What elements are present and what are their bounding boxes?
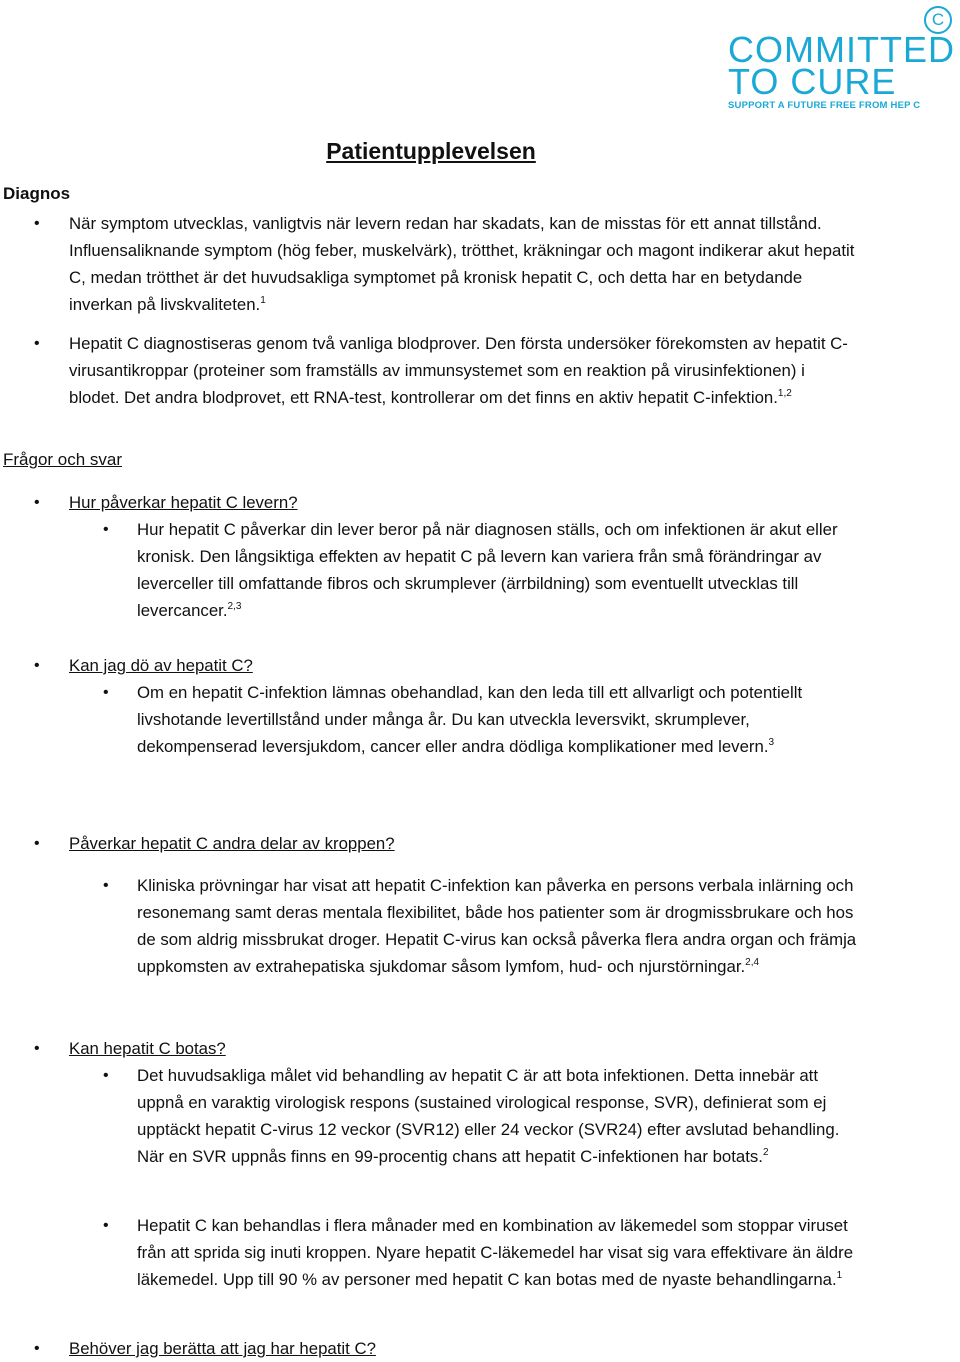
- faq-question-body: Påverkar hepatit C andra delar av kroppen?: [69, 834, 395, 853]
- faq-question-cure: Kan hepatit C botas?: [69, 1039, 226, 1058]
- reference-superscript: 1: [260, 295, 266, 306]
- reference-superscript: 1: [836, 1270, 843, 1281]
- faq-question-tell: Behöver jag berätta att jag har hepatit C?: [69, 1339, 376, 1358]
- logo-line-2: TO CURE: [728, 61, 897, 102]
- bullet-icon: •: [103, 877, 109, 894]
- bullet-icon: •: [34, 335, 40, 352]
- bullet-icon: •: [34, 835, 40, 852]
- committed-to-cure-logo: [724, 4, 956, 111]
- reference-superscript: 2,4: [745, 957, 760, 968]
- logo-line-1: COMMITTED: [728, 29, 955, 70]
- diagnos-paragraph-symptoms: När symptom utvecklas, vanligtvis när levern redan har skadats, kan de misstas för ett annat tillstånd. Influensaliknande symptom (hög feber, muskelvärk), trötthet, kräkningar och magont indikerar akut hepatit C, medan trötthet är det huvudsakliga symptomet på kronisk hepatit C, och detta har en betydande inverkan på livskvaliteten.$^1$: [69, 214, 855, 314]
- faq-answer-cure-treatment: Hepatit C kan behandlas i flera månader med en kombination av läkemedel som stoppar viruset från att sprida sig inuti kroppen. Nyare hepatit C-läkemedel har visat sig vara effektivare än äldre läkemedel. Upp till 90 % av personer med hepatit C kan botas med de nyaste behandlingarna.$^1$: [137, 1216, 854, 1289]
- bullet-icon: •: [103, 1217, 109, 1234]
- faq-answer-cure-goal: Det huvudsakliga målet vid behandling av hepatit C är att bota infektionen. Detta innebär att uppnå en varaktig virologisk respons (sustained virological response, SVR), definierat som ej upptäckt hepatit C-virus 12 veckor (SVR12) eller 24 veckor (SVR24) efter avslutad behandling. När en SVR uppnås finns en 99-procentig chans att hepatit C-infektionen har botats.$^2$: [137, 1066, 840, 1166]
- faq-answer-body: Kliniska prövningar har visat att hepatit C-infektion kan påverka en persons verbala inlärning och resonemang samt deras mentala flexibilitet, både hos patienter som är drogmissbrukare och hos de som aldrig missbrukat droger. Hepatit C-virus kan också påverka flera andra organ och främja uppkomsten av extrahepatiska sjukdomar såsom lymfom, hud- och njurstörningar.$^{2,4}$: [137, 876, 857, 976]
- faq-question-die: Kan jag dö av hepatit C?: [69, 656, 253, 675]
- bullet-icon: •: [34, 494, 40, 511]
- page-title: Patientupplevelsen: [326, 138, 536, 164]
- reference-superscript: 2,3: [227, 601, 242, 612]
- bullet-icon: •: [34, 1340, 40, 1357]
- bullet-icon: •: [34, 1040, 40, 1057]
- logo-tagline: SUPPORT A FUTURE FREE FROM HEP C: [728, 100, 921, 111]
- bullet-icon: •: [103, 1067, 109, 1084]
- reference-superscript: 2: [762, 1147, 769, 1158]
- bullet-icon: •: [103, 521, 109, 538]
- bullet-icon: •: [103, 684, 109, 701]
- copyright-circle-icon: C: [924, 6, 952, 34]
- section-heading-diagnos: Diagnos: [3, 184, 71, 203]
- faq-question-liver: Hur påverkar hepatit C levern?: [69, 493, 298, 512]
- bullet-icon: •: [34, 215, 40, 232]
- faq-answer-liver: Hur hepatit C påverkar din lever beror på när diagnosen ställs, och om infektionen är akut eller kronisk. Den långsiktiga effekten av hepatit C på levern kan variera från små förändringar av leverceller till omfattande fibros och skrumplever (ärrbildning) som eventuellt utvecklas till levercancer.$^{2,3}$: [137, 520, 838, 620]
- diagnos-paragraph-bloodtests: Hepatit C diagnostiseras genom två vanliga blodprover. Den första undersöker förekomsten av hepatit C-virusantikroppar (proteiner som framställs av immunsystemet som en reaktion på virusinfektionen) i blodet. Det andra blodprovet, ett RNA-test, kontrollerar om det finns en aktiv hepatit C-infektion.$^{1,2}$: [69, 334, 848, 407]
- section-heading-faq: Frågor och svar: [3, 450, 123, 469]
- faq-answer-die: Om en hepatit C-infektion lämnas obehandlad, kan den leda till ett allvarligt och potentiellt livshotande levertillstånd under många år. Du kan utveckla leversvikt, skrumplever, dekompenserad leversjukdom, cancer eller andra dödliga komplikationer med levern.$^3$: [137, 683, 803, 756]
- reference-superscript: 3: [768, 737, 775, 748]
- bullet-icon: •: [34, 657, 40, 674]
- reference-superscript: 1,2: [777, 388, 792, 399]
